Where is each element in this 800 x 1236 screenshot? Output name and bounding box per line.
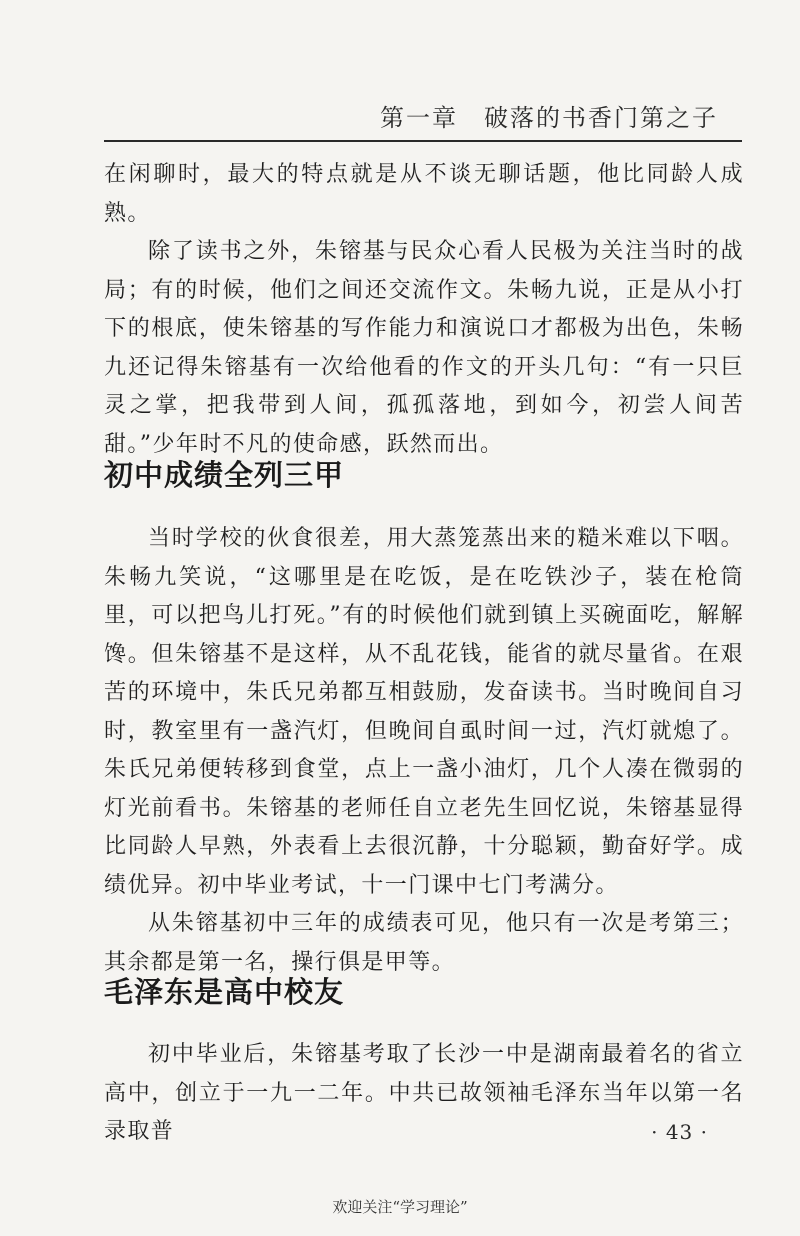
footer-watermark-text: 欢迎关注“学习理论” (332, 1198, 468, 1216)
page-number: · 43 · (651, 1120, 708, 1144)
paragraph: 从朱镕基初中三年的成绩表可见，他只有一次是考第三；其余都是第一名，操行俱是甲等。 (104, 911, 744, 975)
body-text-section2 (104, 1036, 744, 1152)
paragraph: 当时学校的伙食很差，用大蒸笼蒸出来的糙米难以下咽。朱畅九笑说，“这哪里是在吃饭，是在吃铁沙子，装在枪筒里，可以把鸟儿打死。”有的时候他们就到镇上买碗面吃，解解馋。但朱镕基不是这样，从不乱花钱，能省的就尽量省。在艰苦的环境中，朱氏兄弟都互相鼓励，发奋读书。当时晚间自习时，教室里有一盏汽灯，但晚间自虱时间一过，汽灯就熄了。朱氏兄弟便转移到食堂，点上一盏小油灯，几个人凑在微弱的灯光前看书。朱镕基的老师任自立老先生回忆说，朱镕基显得比同龄人早熟，外表看上去很沉静，十分聪颖，勤奋好学。成绩优异。初中毕业考试，十一门课中七门考满分。 (104, 526, 744, 898)
body-text-section1 (104, 520, 744, 982)
paragraph: 初中毕业后，朱镕基考取了长沙一中是湖南最着名的省立高中，创立于一九一二年。中共已故领袖毛泽东当年以第一名录取普 (104, 1042, 744, 1144)
section-heading-junior-high: 初中成绩全列三甲 (104, 458, 345, 492)
running-header (104, 96, 742, 142)
body-text-top (104, 156, 744, 464)
paragraph: 除了读书之外，朱镕基与民众心看人民极为关注当时的战局；有的时候，他们之间还交流作文。朱畅九说，正是从小打下的根底，使朱镕基的写作能力和演说口才都极为出色，朱畅九还记得朱镕基有一次给他看的作文的开头几句：“有一只巨灵之掌，把我带到人间，孤孤落地，到如今，初尝人间苦甜。”少年时不凡的使命感，跃然而出。 (104, 239, 744, 457)
paragraph-continued: 在闲聊时，最大的特点就是从不谈无聊话题，他比同龄人成熟。 (104, 162, 744, 226)
section-heading-senior-high: 毛泽东是高中校友 (104, 975, 345, 1009)
chapter-title: 第一章 破落的书香门第之子 (380, 104, 718, 132)
